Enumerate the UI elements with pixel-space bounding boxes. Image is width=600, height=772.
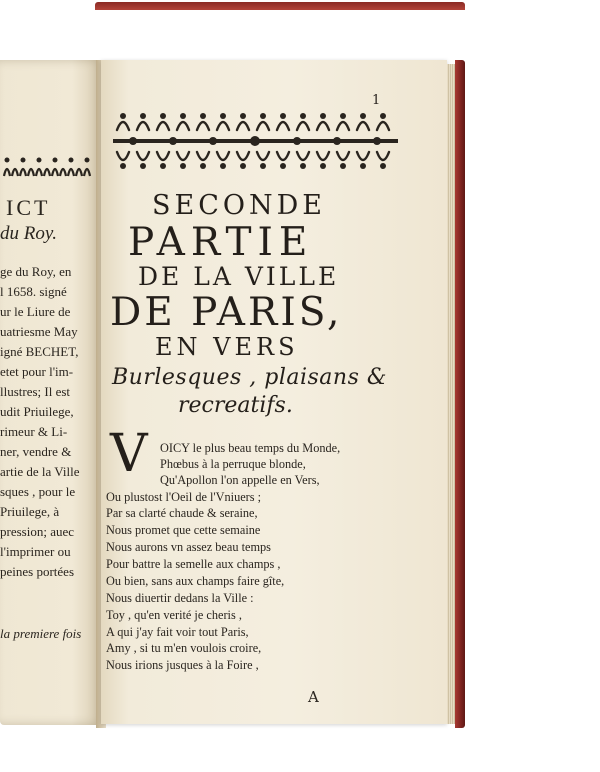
left-line: igné BECHET, xyxy=(0,344,79,359)
verse-line: Nous promet que cette semaine xyxy=(106,523,261,537)
red-binding-edge xyxy=(455,60,465,728)
left-line: l 1658. signé xyxy=(0,284,67,299)
verse-line: Amy , si tu m'en voulois croire, xyxy=(106,641,262,655)
verse-line: Nous diuertir dedans la Ville : xyxy=(106,591,254,605)
left-line: ur le Liure de xyxy=(0,304,71,319)
page-number: 1 xyxy=(372,93,381,108)
title-line-partie: PARTIE xyxy=(128,220,314,265)
verse-line: Toy , qu'en verité je cheris , xyxy=(106,608,242,622)
headpiece-ornament xyxy=(113,112,398,170)
left-line: sques , pour le xyxy=(0,484,76,499)
catchword-signature: A xyxy=(308,688,319,706)
title-line-de-paris: DE PARIS, xyxy=(110,290,343,335)
verse-line: Qu'Apollon l'on appelle en Vers, xyxy=(160,473,320,487)
title-line-burlesques: Burlesques , plaisans & xyxy=(112,365,387,390)
title-line-recreatifs: recreatifs. xyxy=(178,393,293,418)
binding-top-edge xyxy=(95,2,465,10)
left-line: udit Priuilege, xyxy=(0,404,74,419)
left-line: peines portées xyxy=(0,564,75,579)
verse-line: OICY le plus beau temps du Monde, xyxy=(160,441,341,455)
left-line: uatriesme May xyxy=(0,324,78,339)
left-line: etet pour l'im- xyxy=(0,364,74,379)
verse-line: Ou bien, sans aux champs faire gîte, xyxy=(106,574,285,588)
left-line: pression; auec xyxy=(0,524,75,539)
left-line: artie de la Ville xyxy=(0,464,80,479)
left-line: Priuilege, à xyxy=(0,504,60,519)
left-line: ge du Roy, en xyxy=(0,264,72,279)
left-line: l'imprimer ou xyxy=(0,544,71,559)
left-line: llustres; Il est xyxy=(0,384,71,399)
verse-line: A qui j'ay fait voir tout Paris, xyxy=(106,625,249,639)
left-subheading: du Roy. xyxy=(0,223,57,244)
verse-line: Par sa clarté chaude & seraine, xyxy=(106,506,258,520)
title-line-seconde: SECONDE xyxy=(152,190,326,221)
page-edges xyxy=(447,64,455,724)
title-line-en-vers: EN VERS xyxy=(155,333,299,361)
verse-line: Ou plustost l'Oeil de l'Vniuers ; xyxy=(106,490,262,504)
verse-line: Nous aurons vn assez beau temps xyxy=(106,540,271,554)
title-line-de-la-ville: DE LA VILLE xyxy=(138,262,340,291)
verse-line: Pour battre la semelle aux champs , xyxy=(106,557,281,571)
left-line: ner, vendre & xyxy=(0,444,72,459)
left-heading: ICT xyxy=(6,195,51,220)
left-ornament-band xyxy=(0,152,92,182)
verse-line: Phœbus à la perruque blonde, xyxy=(160,457,306,471)
verse-line: Nous irions jusques à la Foire , xyxy=(106,658,259,672)
left-page xyxy=(0,60,103,725)
left-line: rimeur & Li- xyxy=(0,424,68,439)
drop-cap: V xyxy=(110,424,148,484)
left-footer-line: la premiere fois xyxy=(0,626,82,641)
